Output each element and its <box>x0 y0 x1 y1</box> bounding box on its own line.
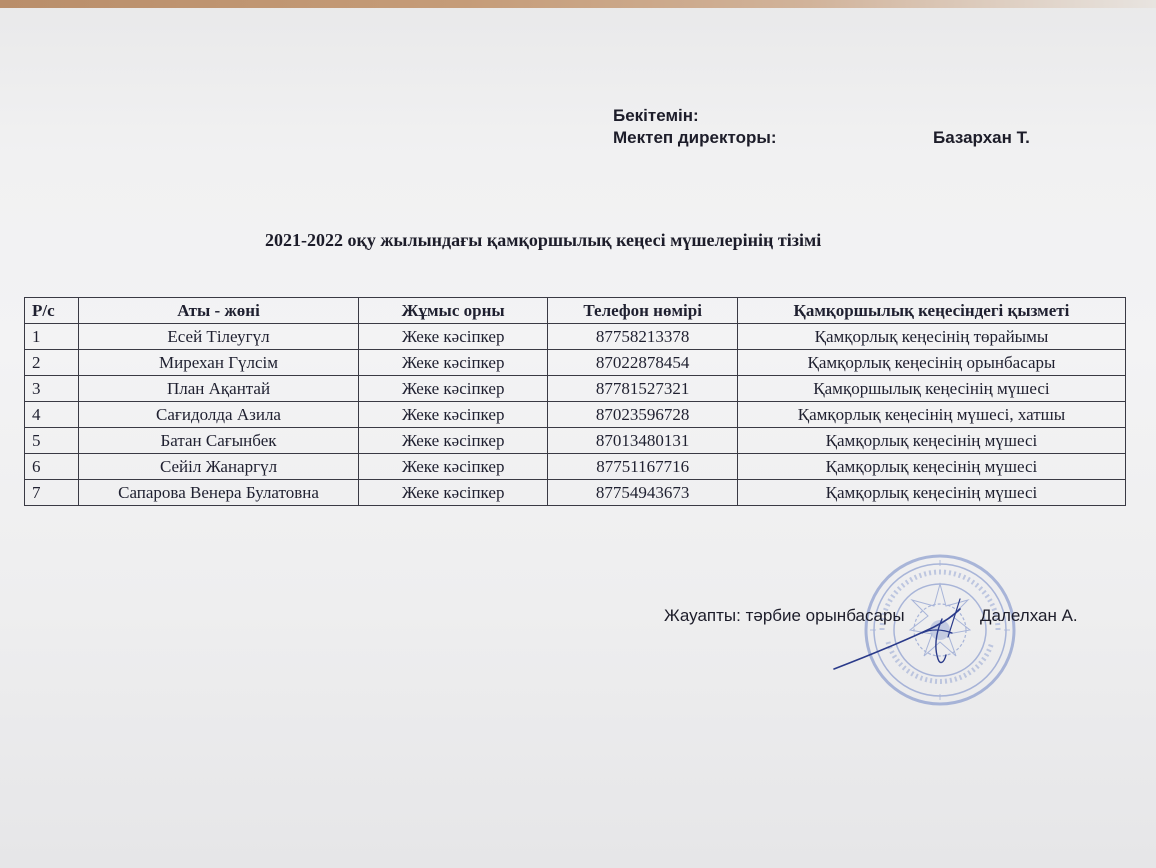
table-row <box>25 376 1126 402</box>
cell-full-name: Сейіл Жанаргүл <box>79 454 359 480</box>
director-position: Мектеп директоры: <box>613 128 777 147</box>
responsible-block <box>664 606 1078 626</box>
table-row <box>25 402 1126 428</box>
cell-role: Қамқорлық кеңесінің мүшесі <box>737 428 1125 454</box>
cell-number: 2 <box>25 350 79 376</box>
cell-workplace: Жеке кәсіпкер <box>358 402 548 428</box>
header-full-name: Аты - жөні <box>79 298 359 324</box>
cell-full-name: Батан Сағынбек <box>79 428 359 454</box>
approval-label: Бекітемін: <box>613 106 699 125</box>
approval-block <box>613 105 1030 149</box>
cell-role: Қамқорлық кеңесінің мүшесі, хатшы <box>737 402 1125 428</box>
cell-number: 6 <box>25 454 79 480</box>
document-page <box>0 8 1156 868</box>
cell-number: 5 <box>25 428 79 454</box>
cell-number: 7 <box>25 480 79 506</box>
cell-workplace: Жеке кәсіпкер <box>358 376 548 402</box>
cell-role: Қамқорлық кеңесінің төрайымы <box>737 324 1125 350</box>
cell-number: 3 <box>25 376 79 402</box>
table-row <box>25 428 1126 454</box>
cell-full-name: Сағидолда Азила <box>79 402 359 428</box>
cell-full-name: План Ақантай <box>79 376 359 402</box>
cell-workplace: Жеке кәсіпкер <box>358 428 548 454</box>
cell-full-name: Сапарова Венера Булатовна <box>79 480 359 506</box>
cell-workplace: Жеке кәсіпкер <box>358 350 548 376</box>
cell-phone: 87013480131 <box>548 428 738 454</box>
cell-full-name: Мирехан Гүлсім <box>79 350 359 376</box>
cell-number: 4 <box>25 402 79 428</box>
cell-phone: 87758213378 <box>548 324 738 350</box>
cell-workplace: Жеке кәсіпкер <box>358 454 548 480</box>
table-row <box>25 350 1126 376</box>
header-role: Қамқоршылық кеңесіндегі қызметі <box>737 298 1125 324</box>
cell-phone: 87781527321 <box>548 376 738 402</box>
desk-edge <box>0 0 1156 8</box>
cell-role: Қамқоршылық кеңесінің мүшесі <box>737 376 1125 402</box>
table-header-row <box>25 298 1126 324</box>
members-table <box>24 297 1126 506</box>
cell-workplace: Жеке кәсіпкер <box>358 324 548 350</box>
cell-phone: 87023596728 <box>548 402 738 428</box>
cell-phone: 87751167716 <box>548 454 738 480</box>
cell-role: Қамқорлық кеңесінің мүшесі <box>737 480 1125 506</box>
cell-phone: 87754943673 <box>548 480 738 506</box>
director-name: Базархан Т. <box>933 128 1030 147</box>
cell-full-name: Есей Тілеугүл <box>79 324 359 350</box>
table-row <box>25 480 1126 506</box>
header-workplace: Жұмыс орны <box>358 298 548 324</box>
cell-workplace: Жеке кәсіпкер <box>358 480 548 506</box>
document-title: 2021-2022 оқу жылындағы қамқоршылық кеңесі мүшелерінің тізімі <box>265 230 822 250</box>
responsible-label: Жауапты: тәрбие орынбасары <box>664 606 905 625</box>
cell-role: Қамқорлық кеңесінің орынбасары <box>737 350 1125 376</box>
header-phone: Телефон нөмірі <box>548 298 738 324</box>
responsible-name: Далелхан А. <box>980 606 1078 625</box>
cell-number: 1 <box>25 324 79 350</box>
cell-phone: 87022878454 <box>548 350 738 376</box>
table-row <box>25 454 1126 480</box>
table-row <box>25 324 1126 350</box>
header-number: Р/с <box>25 298 79 324</box>
cell-role: Қамқорлық кеңесінің мүшесі <box>737 454 1125 480</box>
